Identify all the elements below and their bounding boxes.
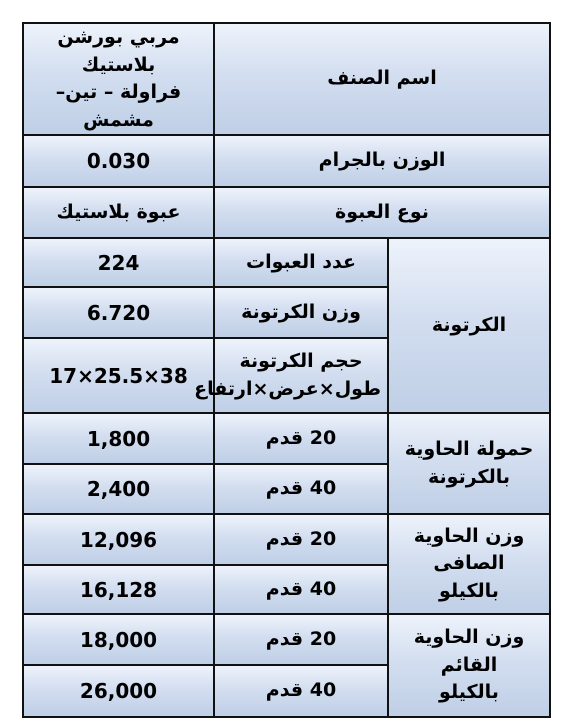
product-name-line2: فراولة – تين– مشمش: [55, 81, 182, 131]
carton-size-value: 17×25.5×38: [23, 338, 214, 413]
net-weight-20ft-value: 12,096: [23, 514, 214, 565]
weight-label: الوزن بالجرام: [214, 135, 550, 187]
table-row: [23, 238, 550, 287]
packs-count-label: عدد العبوات: [214, 238, 388, 287]
carton-size-label: [194, 338, 388, 413]
product-name-value: [23, 23, 214, 135]
product-name-line1: مربي بورشن بلاستيك: [57, 26, 180, 76]
carton-size-label-line2: طول×عرض×ارتفاع: [194, 377, 381, 400]
table-row: [23, 514, 550, 565]
container-capacity-label: [388, 413, 550, 514]
carton-weight-value: 6.720: [23, 287, 214, 338]
container-gross-weight-label-line1: وزن الحاوية القائم: [413, 626, 525, 676]
gross-weight-40ft-size: 40 قدم: [214, 665, 388, 717]
container-net-weight-label-line1: وزن الحاوية الصافى: [413, 524, 525, 575]
container-gross-weight-label-line2: بالكيلو: [439, 681, 499, 704]
carton-group-label: الكرتونة: [388, 238, 550, 413]
table-row: [23, 187, 550, 238]
table-row: [23, 135, 550, 187]
product-spec-table: [22, 22, 551, 718]
net-weight-20ft-size: 20 قدم: [214, 514, 388, 565]
table-row: [23, 413, 550, 464]
package-type-value: عبوة بلاستيك: [23, 187, 214, 238]
container-net-weight-label: [388, 514, 550, 614]
carton-size-label-line1: حجم الكرتونة: [239, 350, 363, 373]
carton-weight-label: وزن الكرتونة: [214, 287, 388, 338]
gross-weight-20ft-size: 20 قدم: [214, 614, 388, 665]
table-row: [23, 614, 550, 665]
container-net-weight-label-line2: بالكيلو: [439, 579, 499, 602]
capacity-20ft-value: 1,800: [23, 413, 214, 464]
package-type-label: نوع العبوة: [214, 187, 550, 238]
product-name-label: اسم الصنف: [214, 23, 550, 135]
weight-value: 0.030: [23, 135, 214, 187]
net-weight-40ft-size: 40 قدم: [214, 565, 388, 614]
capacity-40ft-size: 40 قدم: [214, 464, 388, 514]
net-weight-40ft-value: 16,128: [23, 565, 214, 614]
capacity-40ft-value: 2,400: [23, 464, 214, 514]
gross-weight-40ft-value: 26,000: [23, 665, 214, 717]
capacity-20ft-size: 20 قدم: [214, 413, 388, 464]
container-capacity-label-line1: حمولة الحاوية: [404, 438, 534, 461]
table-row: [23, 23, 550, 135]
gross-weight-20ft-value: 18,000: [23, 614, 214, 665]
container-gross-weight-label: [388, 614, 550, 717]
packs-count-value: 224: [23, 238, 214, 287]
container-capacity-label-line2: بالكرتونة: [428, 465, 510, 488]
